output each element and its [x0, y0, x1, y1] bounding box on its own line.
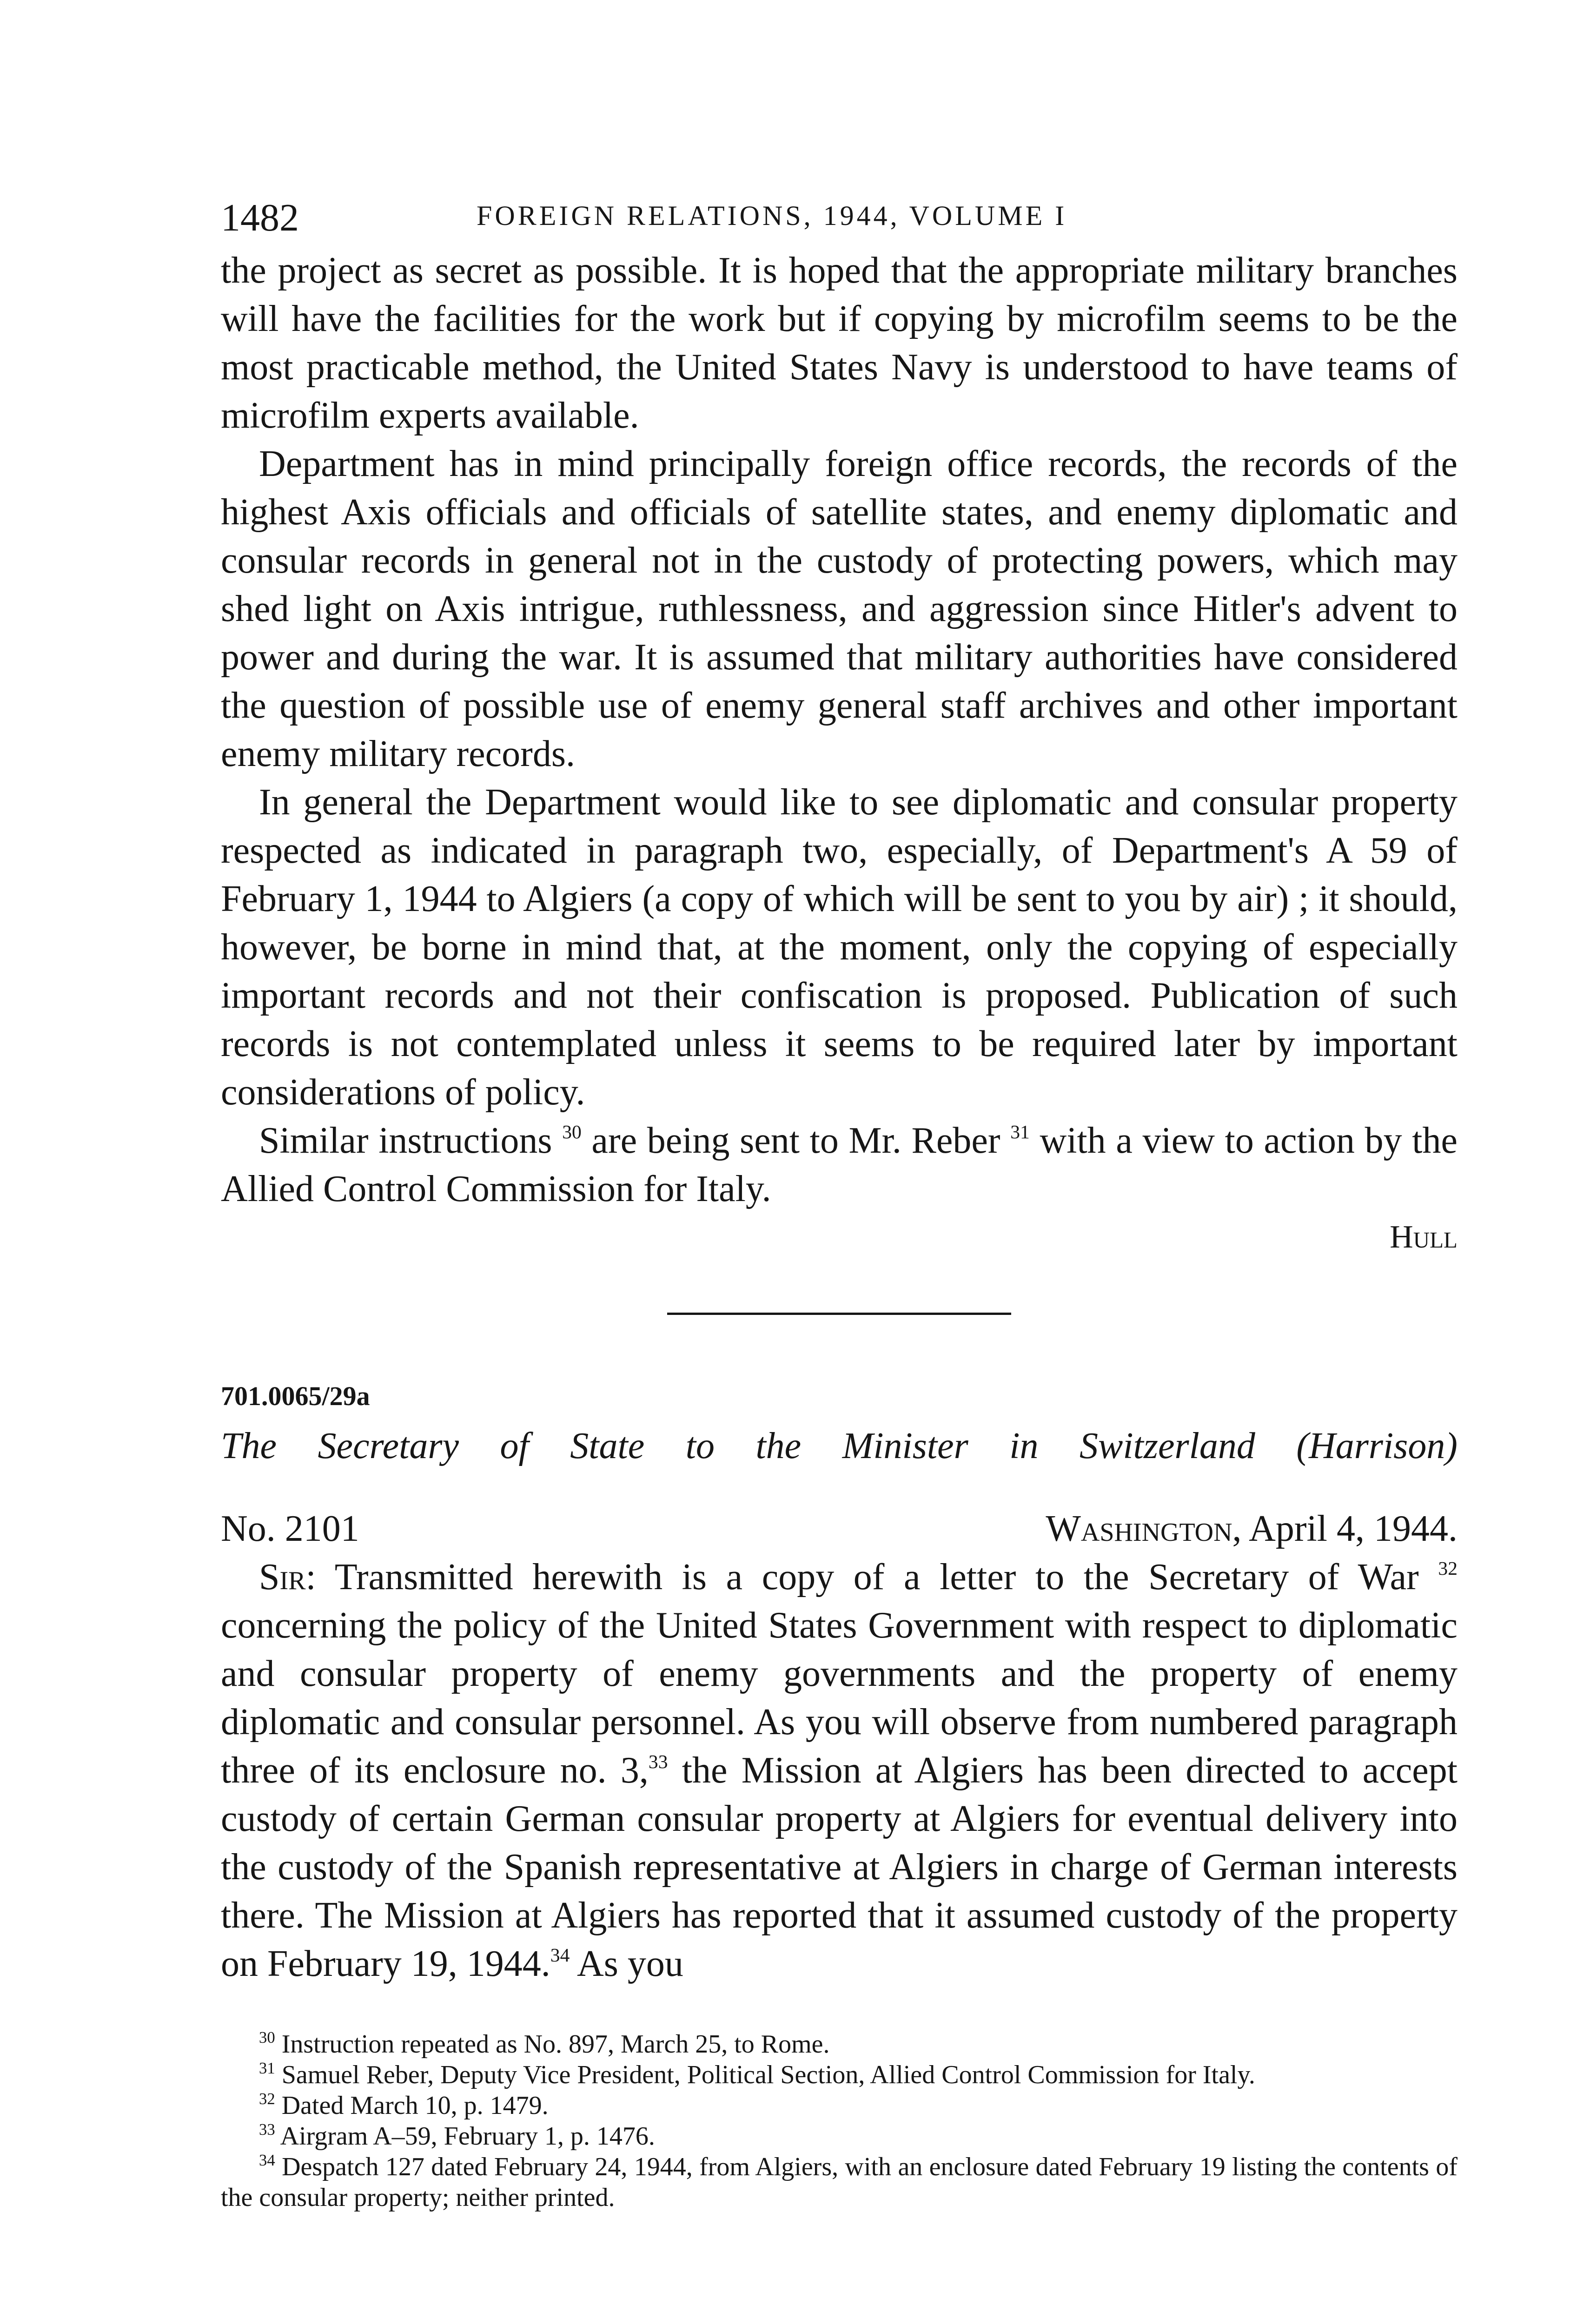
document-meta [221, 1505, 1457, 1553]
section-divider [667, 1313, 1011, 1315]
text-run: are being sent to Mr. Reber [581, 1120, 1000, 1161]
text-run: with a view to action by the Allied Control Commission for Italy. [221, 1120, 1458, 1209]
paragraph: the project as secret as possible. It is hoped that the appropriate military branches will have the facilities for the work but if copying by microfilm seems to be the most practicable method, the United States Navy is understood to have teams of microfilm experts available. [221, 250, 1457, 436]
paragraph: Department has in mind principally foreign office records, the records of the highest Axis officials and officials of satellite states, and enemy diplomatic and consular records in general not in the custody of protecting powers, which may shed light on Axis intrigue, ruthlessness, and aggression since Hitler's advent to power and during the war. It is assumed that military authorities have considered the question of possible use of enemy general staff archives and other important enemy military records. [221, 443, 1457, 774]
footnote-ref: 31 [1010, 1121, 1030, 1142]
paragraph [221, 1553, 1457, 1988]
place-date [1046, 1505, 1457, 1553]
running-head [221, 195, 1457, 246]
signature: Hull [1390, 1219, 1457, 1255]
footnote-ref: 34 [550, 1944, 570, 1966]
document-heading: The Secretary of State to the Minister in Switzerland (Harrison) [221, 1426, 1457, 1466]
file-number: 701.0065/29a [221, 1381, 370, 1411]
footnote-number: 32 [259, 2090, 275, 2108]
date: , April 4, 1944. [1232, 1508, 1457, 1549]
page-number: 1482 [221, 196, 299, 239]
footnote-text: Instruction repeated as No. 897, March 25, to Rome. [275, 2030, 830, 2059]
footnote-text: Despatch 127 dated February 24, 1944, from Algiers, with an enclosure dated February 19 listing the contents of the consular property; neither printed. [221, 2152, 1457, 2212]
footnote [221, 2090, 1457, 2121]
footnote-number: 31 [259, 2059, 275, 2078]
text-run: As you [570, 1943, 683, 1984]
footnote-text: Dated March 10, p. 1479. [275, 2091, 549, 2120]
text-run: the Mission at Algiers has been directed to accept custody of certain German consular property at Algiers for eventual delivery into the custody of the Spanish representative at Algiers in charge of German interests there. The Mission at Algiers has reported that it assumed custody of the property on February 19, 1944. [221, 1750, 1457, 1984]
footnote [221, 2152, 1457, 2213]
book-page [221, 195, 1457, 2213]
footnote-text: Airgram A–59, February 1, p. 1476. [275, 2122, 655, 2151]
footnote [221, 2060, 1457, 2090]
footnotes [221, 2029, 1457, 2213]
footnote-ref: 30 [562, 1121, 582, 1142]
place: Washington [1046, 1508, 1232, 1549]
paragraph: In general the Department would like to see diplomatic and consular property respected as indicated in paragraph two, especially, of Department's A 59 of February 1, 1944 to Algiers (a copy of which will be sent to you by air) ; it should, however, be borne in mind that, at the moment, only the copying of especially important records and not their confiscation is proposed. Publication of such records is not contemplated unless it seems to be required later by important considerations of policy. [221, 782, 1457, 1113]
footnote-text: Samuel Reber, Deputy Vice President, Political Section, Allied Control Commission for Italy. [275, 2060, 1255, 2089]
footnote [221, 2121, 1457, 2152]
text-run: concerning the policy of the United States Government with respect to diplomatic and consular property of enemy governments and the property of enemy diplomatic and consular personnel. As you will observe from numbered paragraph three of its enclosure no. 3, [221, 1605, 1457, 1791]
paragraph [221, 1116, 1457, 1213]
footnote-number: 30 [259, 2028, 275, 2047]
salutation: Sir [259, 1557, 306, 1598]
footnote-number: 33 [259, 2120, 275, 2139]
document-number: No. 2101 [221, 1508, 359, 1549]
document-body [221, 1553, 1457, 1988]
running-title: FOREIGN RELATIONS, 1944, VOLUME I [477, 200, 1067, 231]
letter-body [221, 246, 1457, 1213]
text-run: : Transmitted herewith is a copy of a letter to the Secretary of War [305, 1557, 1419, 1598]
footnote-number: 34 [259, 2151, 275, 2170]
footnote-ref: 33 [648, 1750, 668, 1772]
footnote-ref: 32 [1438, 1557, 1458, 1579]
text-run: Similar instructions [259, 1120, 552, 1161]
footnote [221, 2029, 1457, 2060]
